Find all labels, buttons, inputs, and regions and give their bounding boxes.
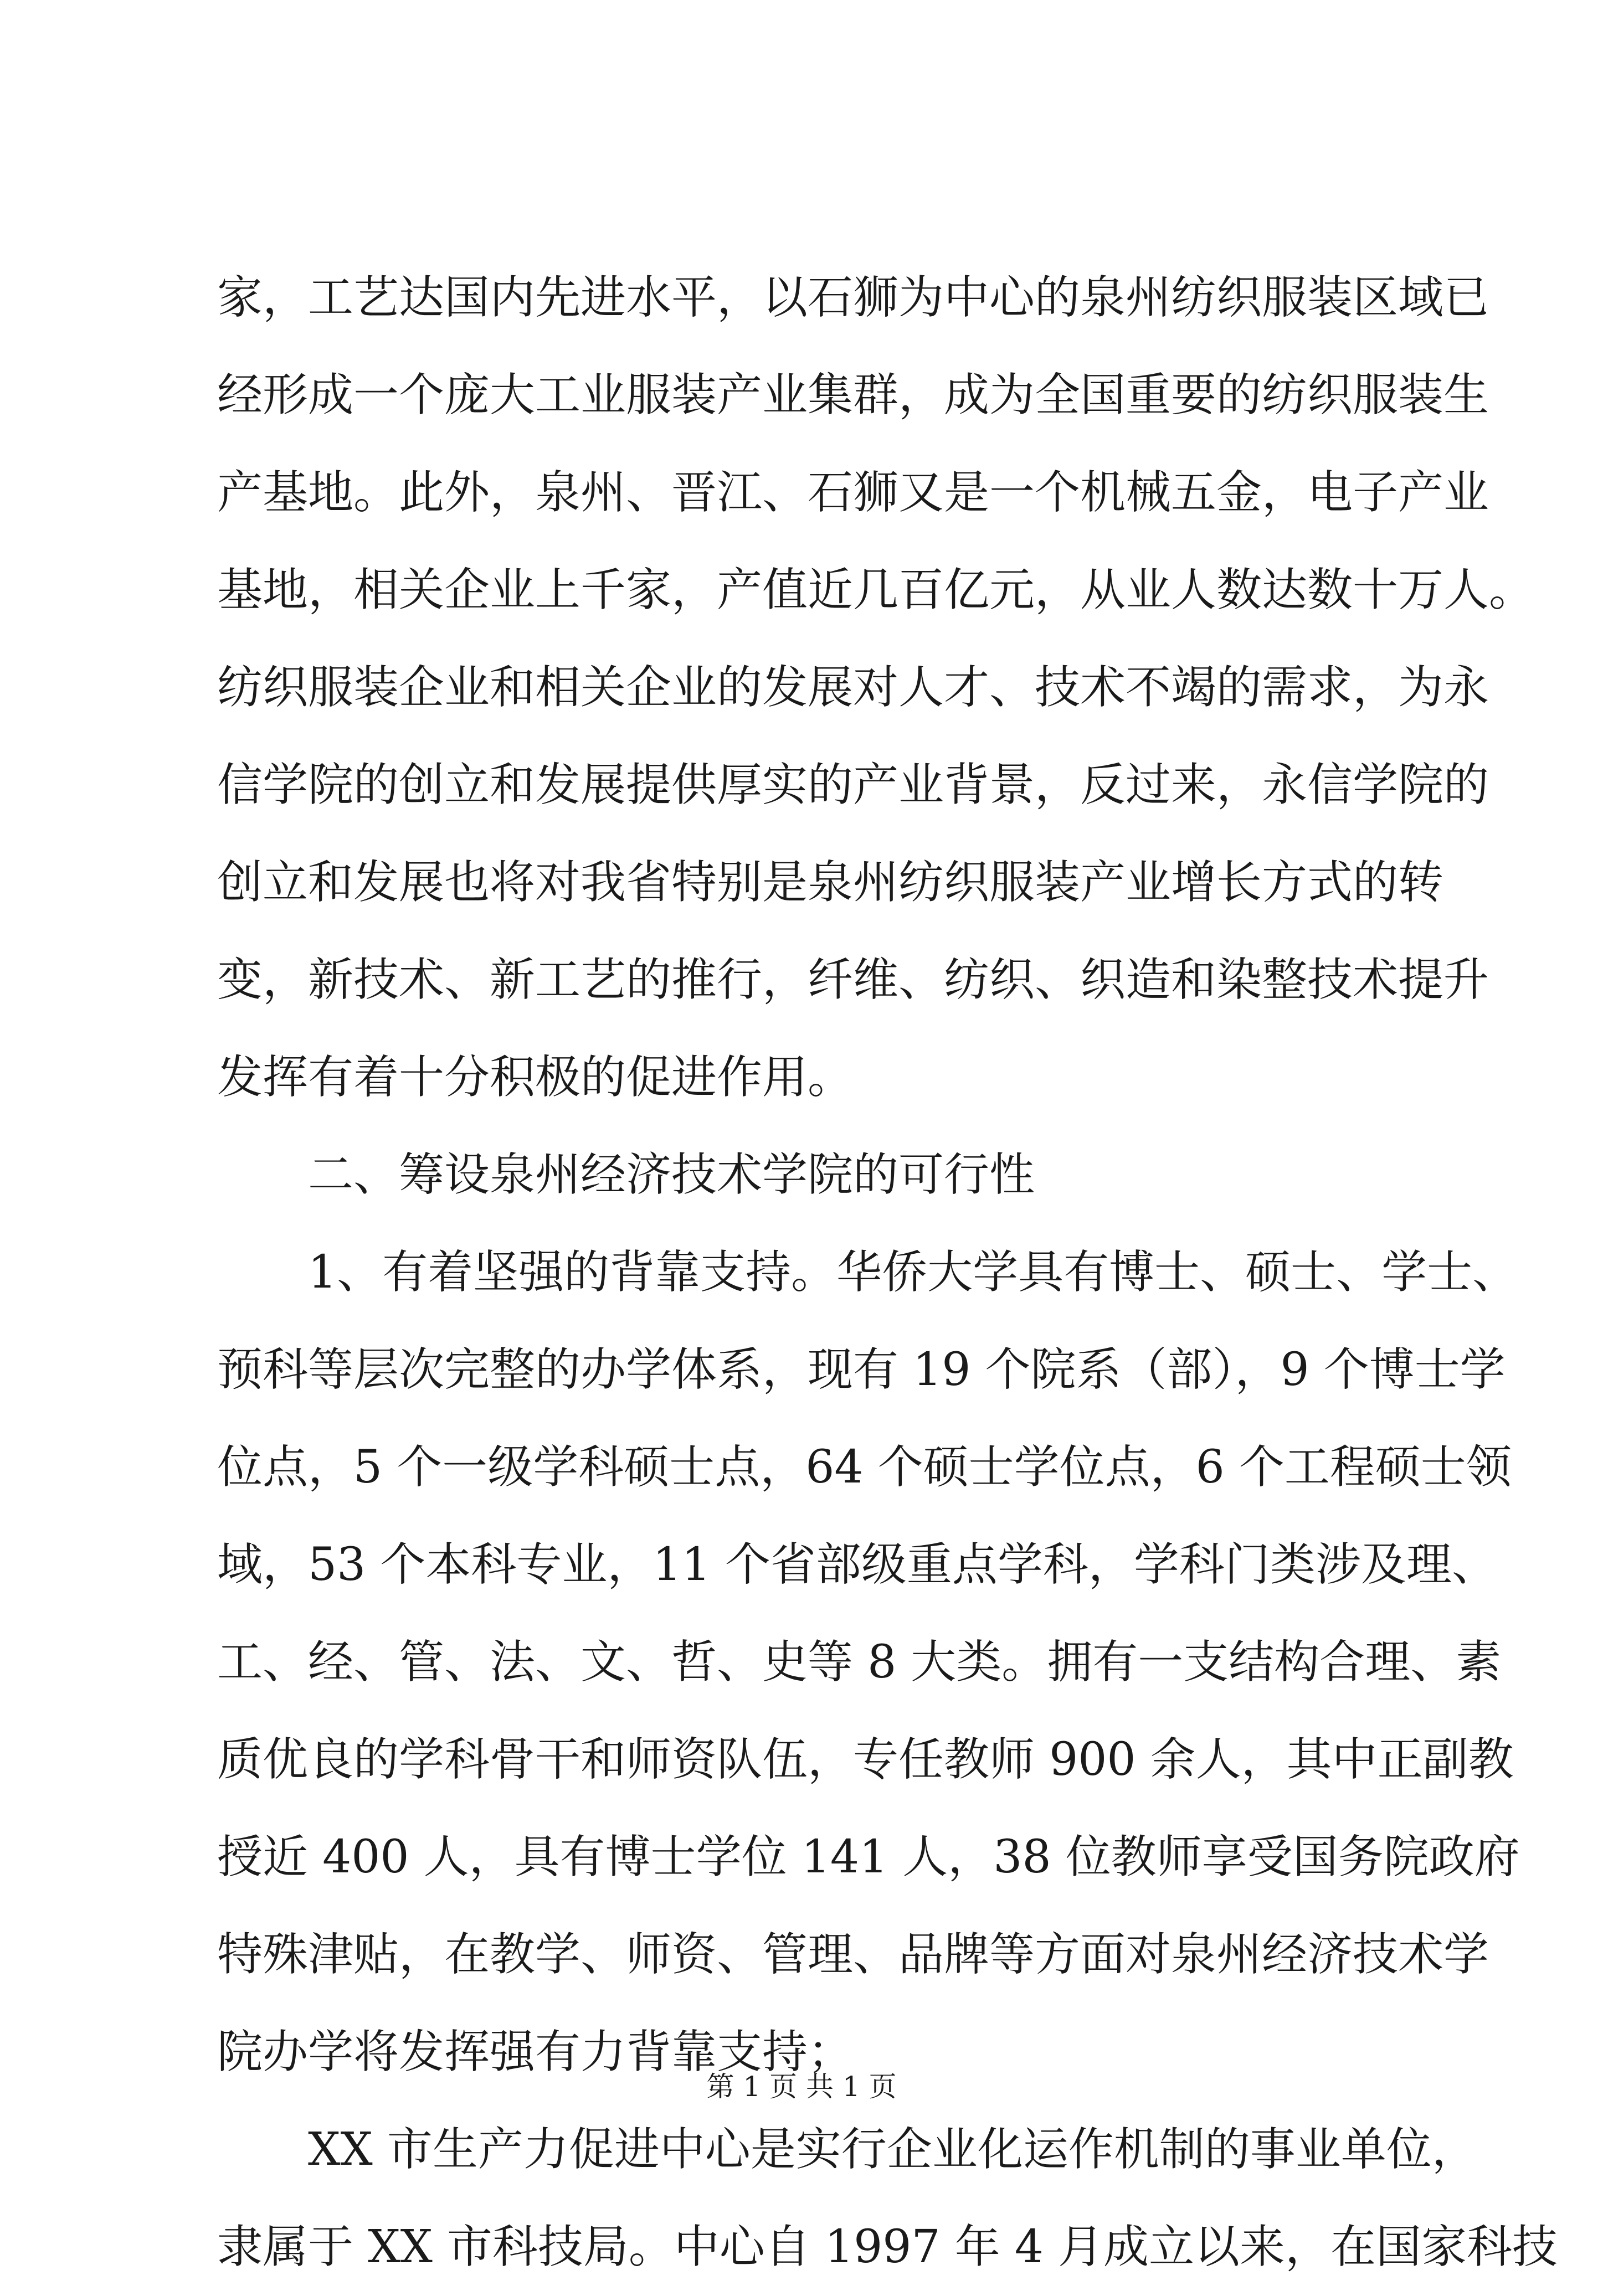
text-line: XX 市生产力促进中心是实行企业化运作机制的事业单位， [308, 2123, 1477, 2176]
text-line: 工、经、管、法、文、哲、史等 8 大类。拥有一支结构合理、素 [217, 1636, 1502, 1688]
text-line: 域，53 个本科专业，11 个省部级重点学科，学科门类涉及理、 [217, 1538, 1497, 1591]
text-line: 产基地。此外，泉州、晋江、石狮又是一个机械五金，电子产业 [217, 466, 1489, 519]
text-line: 质优良的学科骨干和师资队伍，专任教师 900 余人，其中正副教 [217, 1733, 1514, 1786]
text-line: 特殊津贴，在教学、师资、管理、品牌等方面对泉州经济技术学 [217, 1928, 1489, 1981]
text-line: 家，工艺达国内先进水平，以石狮为中心的泉州纺织服装区域已 [217, 271, 1489, 324]
text-line: 基地，相关企业上千家，产值近几百亿元，从业人数达数十万人。 [217, 564, 1535, 616]
text-line: 变，新技术、新工艺的推行，纤维、纺织、织造和染整技术提升 [217, 954, 1489, 1006]
page-number-footer: 第 1 页 共 1 页 [706, 2071, 897, 2103]
section-heading: 二、筹设泉州经济技术学院的可行性 [308, 1149, 1035, 1201]
text-line: 纺织服装企业和相关企业的发展对人才、技术不竭的需求，为永 [217, 661, 1489, 714]
text-line: 位点，5 个一级学科硕士点，64 个硕士学位点，6 个工程硕士领 [217, 1441, 1512, 1494]
document-body [217, 249, 1558, 2296]
text-line: 隶属于 XX 市科技局。中心自 1997 年 4 月成立以来，在国家科技 [217, 2221, 1558, 2273]
text-line: 信学院的创立和发展提供厚实的产业背景，反过来，永信学院的 [217, 759, 1489, 811]
text-line: 预科等层次完整的办学体系，现有 19 个院系（部），9 个博士学 [217, 1343, 1506, 1396]
text-line: 授近 400 人，具有博士学位 141 人，38 位教师享受国务院政府 [217, 1831, 1520, 1883]
text-line: 1、有着坚强的背靠支持。华侨大学具有博士、硕士、学士、 [308, 1246, 1518, 1299]
text-line: 创立和发展也将对我省特别是泉州纺织服装产业增长方式的转 [217, 856, 1444, 909]
text-line: 院办学将发挥强有力背靠支持； [217, 2026, 854, 2078]
text-line: 发挥有着十分积极的促进作用。 [217, 1051, 854, 1104]
text-line: 经形成一个庞大工业服装产业集群，成为全国重要的纺织服装生 [217, 369, 1489, 421]
